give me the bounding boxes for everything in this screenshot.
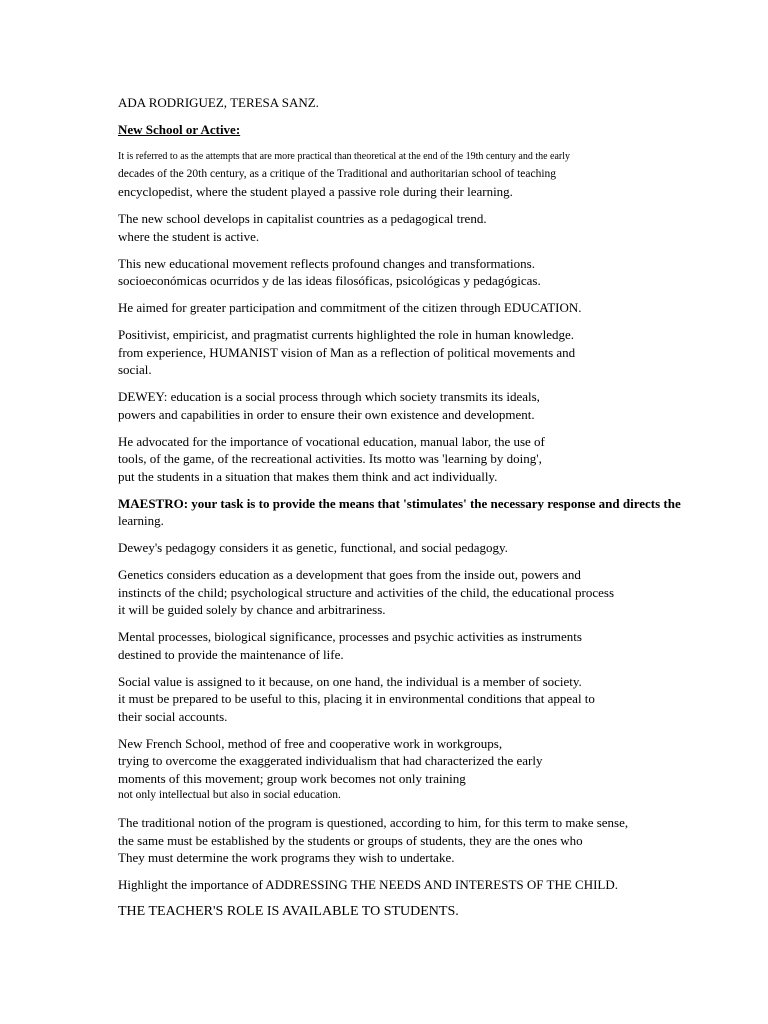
paragraph-line: New French School, method of free and cooperative work in workgroups, — [118, 735, 503, 751]
paragraph-line: The traditional notion of the program is questioned, according to him, for this term to make sense, — [118, 815, 629, 830]
paragraph-french-school — [118, 735, 738, 805]
intro-paragraph — [118, 148, 738, 201]
document-page — [118, 94, 738, 930]
paragraph-mental — [118, 628, 738, 663]
paragraph-maestro — [118, 495, 738, 530]
intro-line: decades of the 20th century, as a critique of the Traditional and authoritarian school of teaching — [118, 167, 557, 180]
paragraph-line: He aimed for greater participation and commitment of the citizen through EDUCATION. — [118, 300, 582, 315]
paragraph-vocational — [118, 433, 738, 486]
teacher-role-line: THE TEACHER'S ROLE IS AVAILABLE TO STUDENTS. — [118, 904, 459, 919]
paragraph-line: powers and capabilities in order to ensure their own existence and development. — [118, 406, 535, 422]
paragraph-line: instincts of the child; psychological structure and activities of the child, the educational process — [118, 584, 615, 600]
paragraph-line: social. — [118, 362, 152, 377]
paragraph-line: Dewey's pedagogy considers it as genetic, functional, and social pedagogy. — [118, 540, 508, 555]
paragraph-line: socioeconómicas ocurridos y de las ideas filosóficas, psicológicas y pedagógicas. — [118, 273, 541, 288]
paragraph-line: it must be prepared to be useful to this, placing it in environmental conditions that appeal to — [118, 691, 595, 706]
paragraph-social-value — [118, 673, 738, 726]
paragraph-line: DEWEY: education is a social process through which society transmits its ideals, — [118, 389, 540, 404]
paragraph-line: from experience, HUMANIST vision of Man as a reflection of political movements and — [118, 344, 576, 360]
paragraph-line: trying to overcome the exaggerated individualism that had characterized the early — [118, 753, 543, 768]
authors-block — [118, 94, 738, 112]
paragraph-line: Genetics considers education as a development that goes from the inside out, powers and — [118, 567, 581, 582]
intro-line: encyclopedist, where the student played a passive role during their learning. — [118, 184, 513, 199]
paragraph-new-school — [118, 210, 738, 245]
paragraph-line: destined to provide the maintenance of life. — [118, 646, 344, 662]
paragraph-dewey-pedagogy — [118, 539, 738, 557]
document-title: New School or Active: — [118, 122, 241, 137]
paragraph-line: put the students in a situation that makes them think and act individually. — [118, 468, 498, 484]
paragraph-line: it will be guided solely by chance and arbitrariness. — [118, 602, 386, 617]
highlight-line: Highlight the importance of ADDRESSING THE NEEDS AND INTERESTS OF THE CHILD. — [118, 877, 618, 892]
paragraph-line: The new school develops in capitalist countries as a pedagogical trend. — [118, 211, 487, 226]
paragraph-line: moments of this movement; group work becomes not only training — [118, 770, 466, 786]
paragraph-program — [118, 814, 738, 867]
paragraph-genetics — [118, 566, 738, 619]
paragraph-currents — [118, 326, 738, 379]
maestro-line: MAESTRO: your task is to provide the means that 'stimulates' the necessary response and directs the — [118, 495, 681, 511]
maestro-continuation: learning. — [118, 513, 164, 528]
paragraph-line: the same must be established by the students or groups of students, they are the ones who — [118, 832, 583, 848]
paragraph-line: This new educational movement reflects profound changes and transformations. — [118, 255, 535, 271]
paragraph-line: where the student is active. — [118, 228, 260, 244]
intro-line: It is referred to as the attempts that are more practical than theoretical at the end of the 19th century and the early — [118, 151, 571, 162]
paragraph-movement — [118, 255, 738, 290]
paragraph-line: Positivist, empiricist, and pragmatist currents highlighted the role in human knowledge. — [118, 327, 575, 342]
paragraph-highlight — [118, 876, 738, 894]
paragraph-line: not only intellectual but also in social education. — [118, 789, 341, 801]
paragraph-line: They must determine the work programs they wish to undertake. — [118, 850, 455, 865]
paragraph-line: Social value is assigned to it because, on one hand, the individual is a member of society. — [118, 673, 582, 689]
paragraph-line: He advocated for the importance of vocational education, manual labor, the use of — [118, 433, 545, 449]
paragraph-dewey — [118, 388, 738, 423]
paragraph-participation — [118, 299, 738, 317]
title-block — [118, 121, 738, 139]
paragraph-line: Mental processes, biological significance, processes and psychic activities as instruments — [118, 629, 582, 644]
authors: ADA RODRIGUEZ, TERESA SANZ. — [118, 95, 319, 110]
paragraph-line: their social accounts. — [118, 708, 228, 724]
paragraph-teacher-role — [118, 903, 738, 921]
paragraph-line: tools, of the game, of the recreational activities. Its motto was 'learning by doing', — [118, 451, 542, 466]
